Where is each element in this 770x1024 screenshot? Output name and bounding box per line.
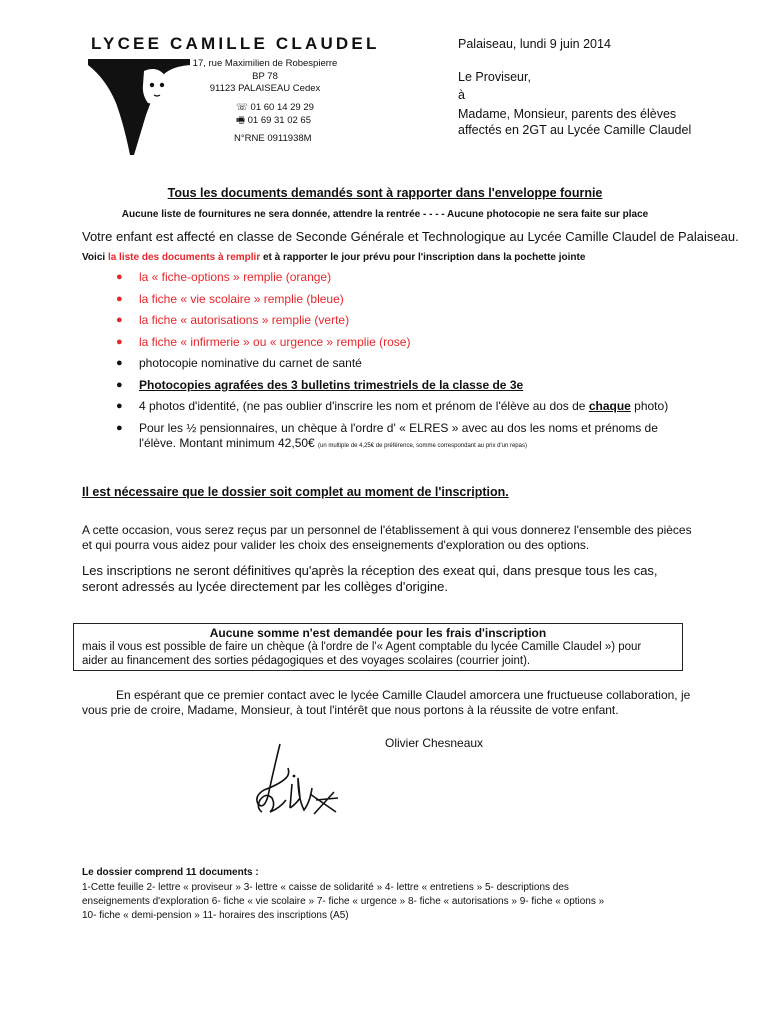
list-item [115,335,675,357]
signatory-name: Olivier Chesneaux [385,736,484,750]
fax-number: 01 69 31 02 65 [247,114,312,126]
recipient-line-1: Madame, Monsieur, parents des élèves [458,107,677,121]
documents-title: Le dossier comprend 11 documents : [82,867,259,878]
list-intro-prefix: Voici [82,252,108,263]
letter-date: Palaiseau, lundi 9 juin 2014 [458,37,611,51]
school-name: LYCEE CAMILLE CLAUDEL [91,34,380,53]
list-intro-suffix: et à rapporter le jour prévu pour l'inscription dans la pochette jointe [260,252,586,263]
item-vie-scolaire: la fiche « vie scolaire » remplie (bleue) [139,291,344,306]
rne-number: N°RNE 0911938M [234,133,312,144]
contact-block [236,102,314,127]
bullet-icon: ● [116,271,123,283]
complete-heading: Il est nécessaire que le dossier soit complet au moment de l'inscription. [82,485,509,499]
school-address [188,58,342,96]
address-line-1: 17, rue Maximilien de Robespierre [192,58,338,69]
fax-line [236,115,314,128]
closing-line1: En espérant que ce premier contact avec le lycée Camille Claudel amorcera une fructueuse collaboration, je [116,688,691,702]
phone-icon: ☏ [236,102,248,113]
phone-number: 01 60 14 29 29 [250,102,314,113]
paragraph-exeat-line2: seront adressés au lycée directement par les collèges d'origine. [82,579,448,594]
item-fiche-options: la « fiche-options » remplie (orange) [139,270,332,284]
letter-sender: Le Proviseur, [458,70,531,84]
bullet-icon: ● [116,400,123,412]
list-item [115,356,675,378]
item-cheque-line1: Pour les ½ pensionnaires, un chèque à l'ordre d' « ELRES » avec au dos les noms et prénoms de [139,420,658,435]
recipient-line-2: affectés en 2GT au Lycée Camille Claudel [458,123,692,137]
documents-list [82,881,682,923]
paragraph-exeat-line1: Les inscriptions ne seront définitives qu'après la réception des exeat qui, dans presque tous les cas, [82,563,658,578]
phone-line [236,102,314,115]
main-heading: Tous les documents demandés sont à rapporter dans l'enveloppe fournie [167,186,603,200]
letter-to: à [458,88,465,102]
item-infirmerie: la fiche « infirmerie » ou « urgence » remplie (rose) [139,334,411,349]
list-item [115,292,675,314]
bullet-icon: ● [116,357,123,369]
list-item [115,313,675,335]
list-intro-highlight: la liste des documents à remplir [107,252,261,263]
bullet-icon: ● [116,378,123,391]
list-intro [82,252,585,263]
notice-line: Aucune liste de fournitures ne sera donnée, attendre la rentrée - - - - Aucune photocopie ne sera faite sur place [121,209,649,220]
school-logo [86,55,191,157]
item-autorisations: la fiche « autorisations » remplie (verte) [139,313,350,327]
bullet-icon: ● [116,314,123,326]
bullet-icon: ● [116,335,123,348]
item-carnet-sante: photocopie nominative du carnet de santé [139,356,362,370]
fees-box-line2: aider au financement des sorties pédagogiques et des voyages scolaires (courrier joint). [82,655,531,667]
fees-box [73,623,683,671]
item-photos-post: photo) [630,399,669,413]
item-photos-emphasis: chaque [588,399,631,413]
address-line-3: 91123 PALAISEAU Cedex [209,83,321,94]
signature-image [250,738,350,818]
bullet-icon: ● [116,421,123,434]
paragraph-reception-line2: et qui pourra vous aidez pour valider les choix des enseignements d'exploration ou des options. [82,538,590,552]
fax-icon: 🖷 [236,114,245,126]
fees-box-line1: mais il vous est possible de faire un chèque (à l'ordre de l'« Agent comptable du lycée Camille Claudel ») pour [82,641,642,653]
documents-line1: 1-Cette feuille 2- lettre « proviseur » 3- lettre « caisse de solidarité » 4- lettre « entretiens » 5- descriptions des [82,882,569,893]
bullet-icon: ● [116,292,123,305]
fees-box-title: Aucune somme n'est demandée pour les frais d'inscription [209,626,547,640]
item-bulletins: Photocopies agrafées des 3 bulletins trimestriels de la classe de 3e [139,377,524,392]
assignment-line: Votre enfant est affecté en classe de Seconde Générale et Technologique au Lycée Camille Claudel de Palaiseau. [82,229,739,244]
list-item [115,421,675,454]
item-cheque-line2: l'élève. Montant minimum 42,50€ [139,435,319,450]
paragraph-reception-line1: A cette occasion, vous serez reçus par un personnel de l'établissement à qui vous donnerez l'ensemble des pièces [82,523,692,537]
closing-line2: vous prie de croire, Madame, Monsieur, à tout l'intérêt que nous portons à la réussite de votre enfant. [82,703,619,717]
documents-line2: enseignements d'exploration 6- fiche « vie scolaire » 7- fiche « urgence » 8- fiche « autorisations » 9- fiche « options » [82,896,605,907]
closing-paragraph [82,688,702,718]
documents-line3: 10- fiche « demi-pension » 11- horaires des inscriptions (A5) [82,910,349,921]
list-item [115,270,675,292]
list-item [115,399,675,421]
address-line-2: BP 78 [252,70,278,82]
item-photos-pre: 4 photos d'identité, (ne pas oublier d'inscrire les nom et prénom de l'élève au dos de [139,399,589,413]
list-item [115,378,675,400]
paragraph-exeat [82,563,702,595]
document-checklist [115,270,675,454]
paragraph-reception [82,523,702,553]
item-cheque-note: (un multiple de 4,25€ de préférence, somme correspondant au prix d'un repas) [318,442,527,449]
